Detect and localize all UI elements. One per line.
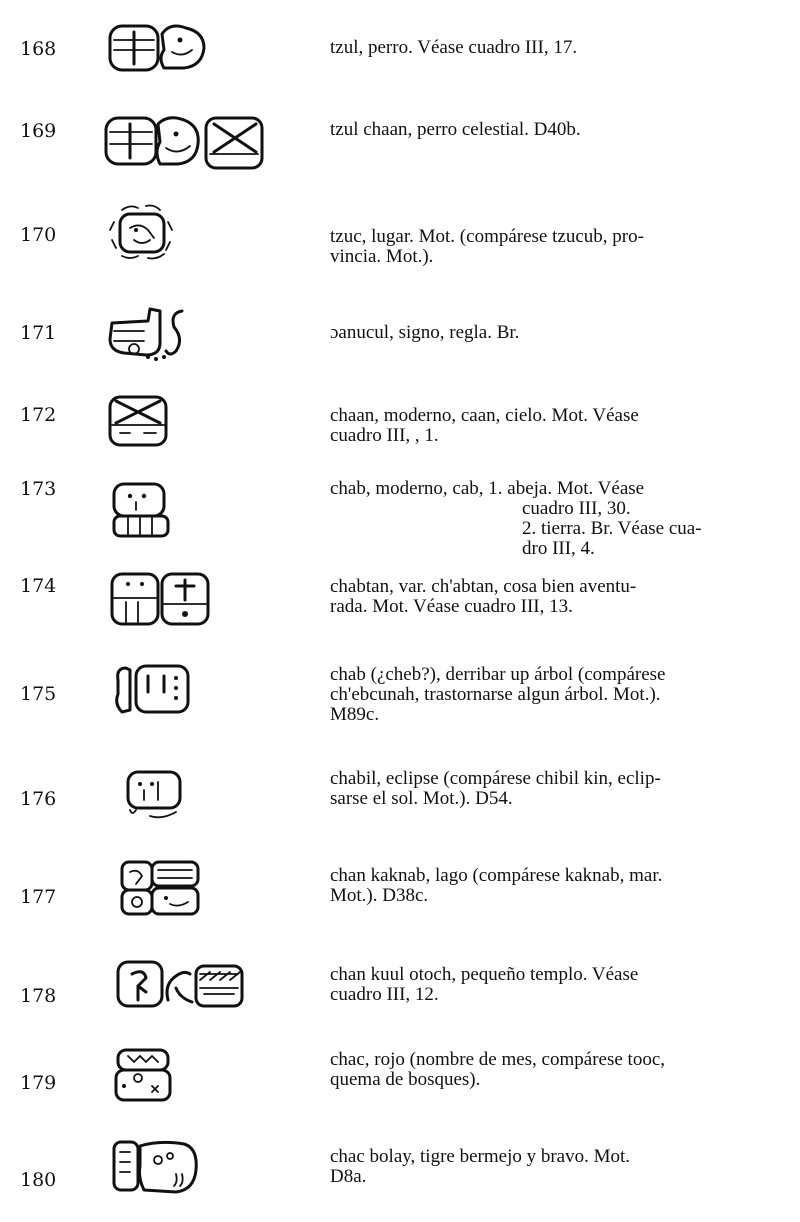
entry-text — [330, 1050, 765, 1090]
maya-glyph-chan-kuul-otoch — [100, 958, 250, 1013]
entry-number: 178 — [20, 985, 57, 1007]
entry-line: cuadro III, , 1. — [330, 425, 439, 446]
entry-number: 180 — [20, 1169, 57, 1191]
entry-line: chac, rojo (nombre de mes, compárese tooc, — [330, 1049, 666, 1070]
entry-number: 179 — [20, 1072, 57, 1094]
entry-text — [330, 577, 765, 617]
maya-glyph-chac — [100, 1046, 190, 1106]
entry-line: tzul, perro. Véase cuadro III, 17. — [330, 37, 578, 58]
entry-number: 171 — [20, 322, 57, 344]
maya-glyph-dzanucul — [100, 303, 200, 363]
entry-line: M89c. — [330, 704, 380, 725]
entry-text — [330, 38, 765, 58]
entry-number: 168 — [20, 38, 57, 60]
entry-line: cuadro III, 12. — [330, 984, 439, 1005]
entry-line: vincia. Mot.). — [330, 246, 434, 267]
entry-number: 175 — [20, 683, 57, 705]
entry-text — [330, 965, 765, 1005]
maya-glyph-chabtan — [100, 570, 220, 630]
entry-line: chabil, eclipse (compárese chibil kin, eclip- — [330, 768, 661, 789]
entry-text — [330, 866, 765, 906]
maya-glyph-tzuc — [100, 200, 190, 265]
entry-text — [330, 665, 765, 725]
entry-line: cuadro III, 30. — [522, 498, 631, 519]
entry-line: chab, moderno, cab, 1. abeja. Mot. Véase — [330, 478, 645, 499]
entry-line: chaan, moderno, caan, cielo. Mot. Véase — [330, 405, 639, 426]
entry-text — [330, 227, 765, 267]
entry-line: chab (¿cheb?), derribar up árbol (compárese — [330, 664, 666, 685]
entry-text — [330, 1147, 765, 1187]
entry-line: chan kaknab, lago (compárese kaknab, mar. — [330, 865, 663, 886]
entry-line: sarse el sol. Mot.). D54. — [330, 788, 513, 809]
entry-number: 173 — [20, 478, 57, 500]
maya-glyph-chaan — [100, 393, 180, 449]
entry-line: tzul chaan, perro celestial. D40b. — [330, 119, 581, 140]
maya-glyph-chab-cheb — [100, 660, 200, 720]
entry-line: dro III, 4. — [522, 538, 595, 559]
maya-glyph-chabil — [100, 768, 190, 824]
entry-line: ɔanucul, signo, regla. Br. — [330, 322, 520, 343]
entry-text — [330, 479, 765, 559]
entry-line: ch'ebcunah, trastornarse algun árbol. Mot.). — [330, 684, 661, 705]
entry-number: 174 — [20, 575, 57, 597]
entry-number: 169 — [20, 120, 57, 142]
entry-line: tzuc, lugar. Mot. (compárese tzucub, pro- — [330, 226, 644, 247]
entry-line: chac bolay, tigre bermejo y bravo. Mot. — [330, 1146, 631, 1167]
entry-number: 172 — [20, 404, 57, 426]
maya-glyph-tzul — [100, 20, 210, 75]
entry-text — [330, 120, 765, 140]
maya-glyph-chab — [100, 480, 180, 540]
maya-glyph-chan-kaknab — [100, 858, 210, 918]
maya-glyph-tzul-chaan — [100, 112, 270, 172]
entry-line: 2. tierra. Br. Véase cua- — [522, 518, 702, 539]
entry-line: chabtan, var. ch'abtan, cosa bien aventu- — [330, 576, 637, 597]
entry-line: D8a. — [330, 1166, 367, 1187]
entry-line: Mot.). D38c. — [330, 885, 429, 906]
entry-line: rada. Mot. Véase cuadro III, 13. — [330, 596, 573, 617]
entry-text — [330, 406, 765, 446]
entry-text — [330, 769, 765, 809]
maya-glyph-chac-bolay — [100, 1138, 210, 1198]
entry-text — [330, 323, 765, 343]
entry-number: 170 — [20, 224, 57, 246]
entry-number: 177 — [20, 886, 57, 908]
entry-number: 176 — [20, 788, 57, 810]
entry-line: chan kuul otoch, pequeño templo. Véase — [330, 964, 639, 985]
entry-line: quema de bosques). — [330, 1069, 481, 1090]
